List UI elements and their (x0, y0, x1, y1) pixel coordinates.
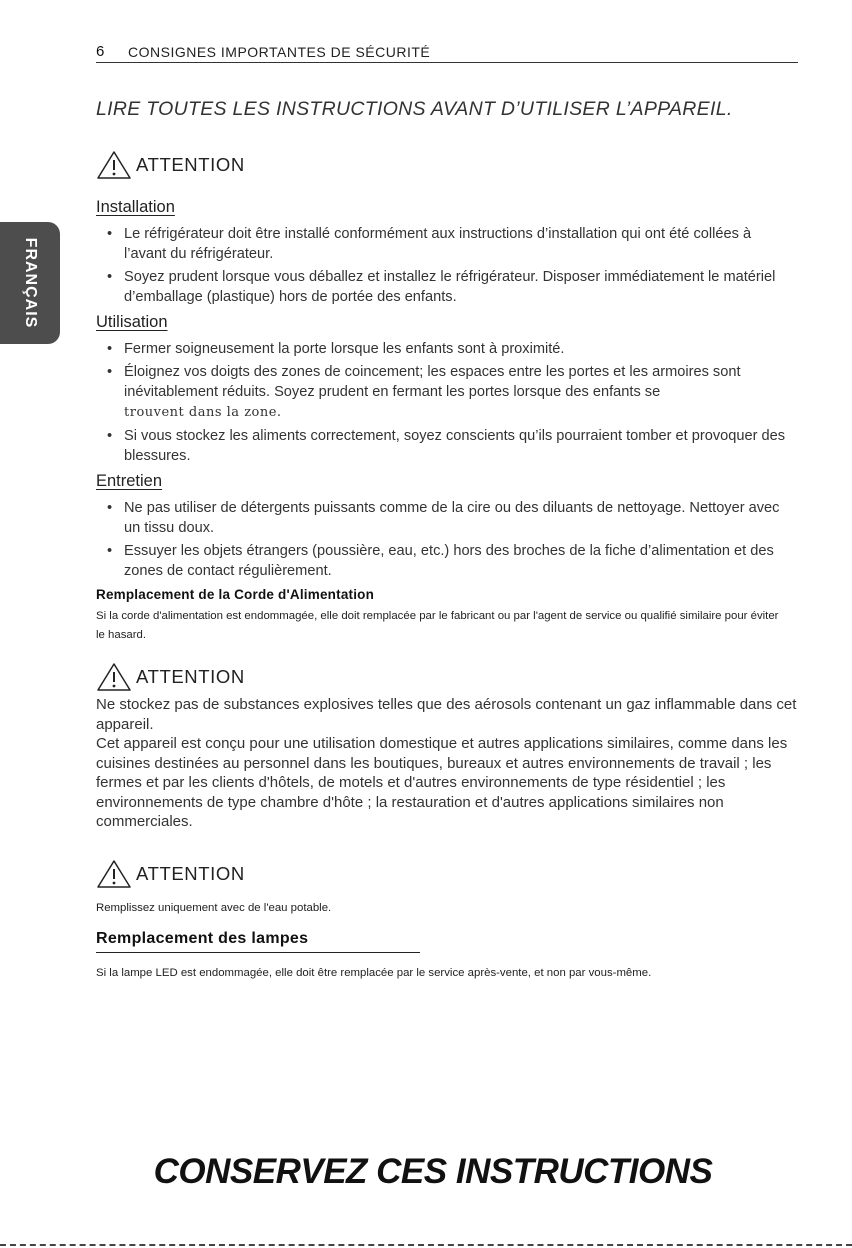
list-item-tail: trouvent dans la zone. (124, 405, 282, 420)
cord-heading: Remplacement de la Corde d'Alimentation (96, 587, 375, 602)
attention-label: ATTENTION (136, 154, 245, 175)
attention2-paragraph-2: Cet appareil est conçu pour une utilisation domestique et autres applications similaires, comme dans les cuisines destinées au personnel dans les boutiques, bureaux et autres environnements de travail ; les fermes et par les clients d'hôtels, de motels et d'autres environnements de type résidentiel ; les environnements de type chambre d'hôte ; la restauration et d'autres applications similaires non commerciales. (96, 735, 788, 830)
footer-title: CONSERVEZ CES INSTRUCTIONS (153, 1152, 713, 1191)
warning-triangle-icon (96, 859, 132, 889)
lamps-text: Si la lampe LED est endommagée, elle doit être remplacée par le service après-vente, et non par vous-même. (96, 967, 652, 979)
header-title: CONSIGNES IMPORTANTES DE SÉCURITÉ (128, 44, 431, 60)
installation-heading: Installation (96, 198, 175, 216)
list-item: • Si vous stockez les aliments correctement, soyez conscients qu’ils pourraient tomber et provoquer des blessures. (96, 426, 796, 466)
page-number: 6 (96, 43, 105, 60)
list-item (96, 362, 796, 423)
list-item-text: Éloignez vos doigts des zones de coincement; les espaces entre les portes et les armoires sont inévitablement réduits. Soyez prudent en fermant les portes lorsque des enfants se (124, 364, 741, 400)
language-tab-label: FRANÇAIS (22, 237, 39, 329)
attention-label: ATTENTION (136, 666, 245, 687)
list-item: • Le réfrigérateur doit être installé conformément aux instructions d’installation qui ont été collées à l’avant du réfrigérateur. (96, 224, 796, 264)
warning-triangle-icon (96, 662, 132, 692)
list-item: • Ne pas utiliser de détergents puissants comme de la cire ou des diluants de nettoyage. Nettoyer avec un tissu doux. (96, 498, 796, 538)
page-edge (0, 1244, 852, 1248)
lamps-heading: Remplacement des lampes (96, 930, 420, 953)
language-tab (0, 222, 60, 344)
utilisation-list (96, 339, 796, 469)
utilisation-heading: Utilisation (96, 313, 168, 331)
list-item: • Fermer soigneusement la porte lorsque les enfants sont à proximité. (96, 339, 796, 359)
page-header (96, 42, 798, 63)
list-item: • Essuyer les objets étrangers (poussière, eau, etc.) hors des broches de la fiche d’alimentation et des zones de contact régulièrement. (96, 541, 796, 581)
installation-list (96, 224, 796, 310)
list-item: • Soyez prudent lorsque vous déballez et installez le réfrigérateur. Disposer immédiatement le matériel d’emballage (plastique) hors de portée des enfants. (96, 267, 796, 307)
cord-text: Si la corde d'alimentation est endommagée, elle doit remplacée par le fabricant ou par l'agent de service ou qualifié similaire pour éviter le hasard. (96, 610, 779, 641)
attention2-paragraph-1: Ne stockez pas de substances explosives telles que des aérosols contenant un gaz inflammable dans cet appareil. (96, 696, 797, 733)
attention-label: ATTENTION (136, 863, 245, 884)
entretien-heading: Entretien (96, 472, 163, 490)
warning-triangle-icon (96, 150, 132, 180)
attention3-text: Remplissez uniquement avec de l'eau potable. (96, 902, 332, 914)
entretien-list (96, 498, 796, 584)
lead-instruction: LIRE TOUTES LES INSTRUCTIONS AVANT D’UTILISER L’APPAREIL. (96, 98, 733, 120)
